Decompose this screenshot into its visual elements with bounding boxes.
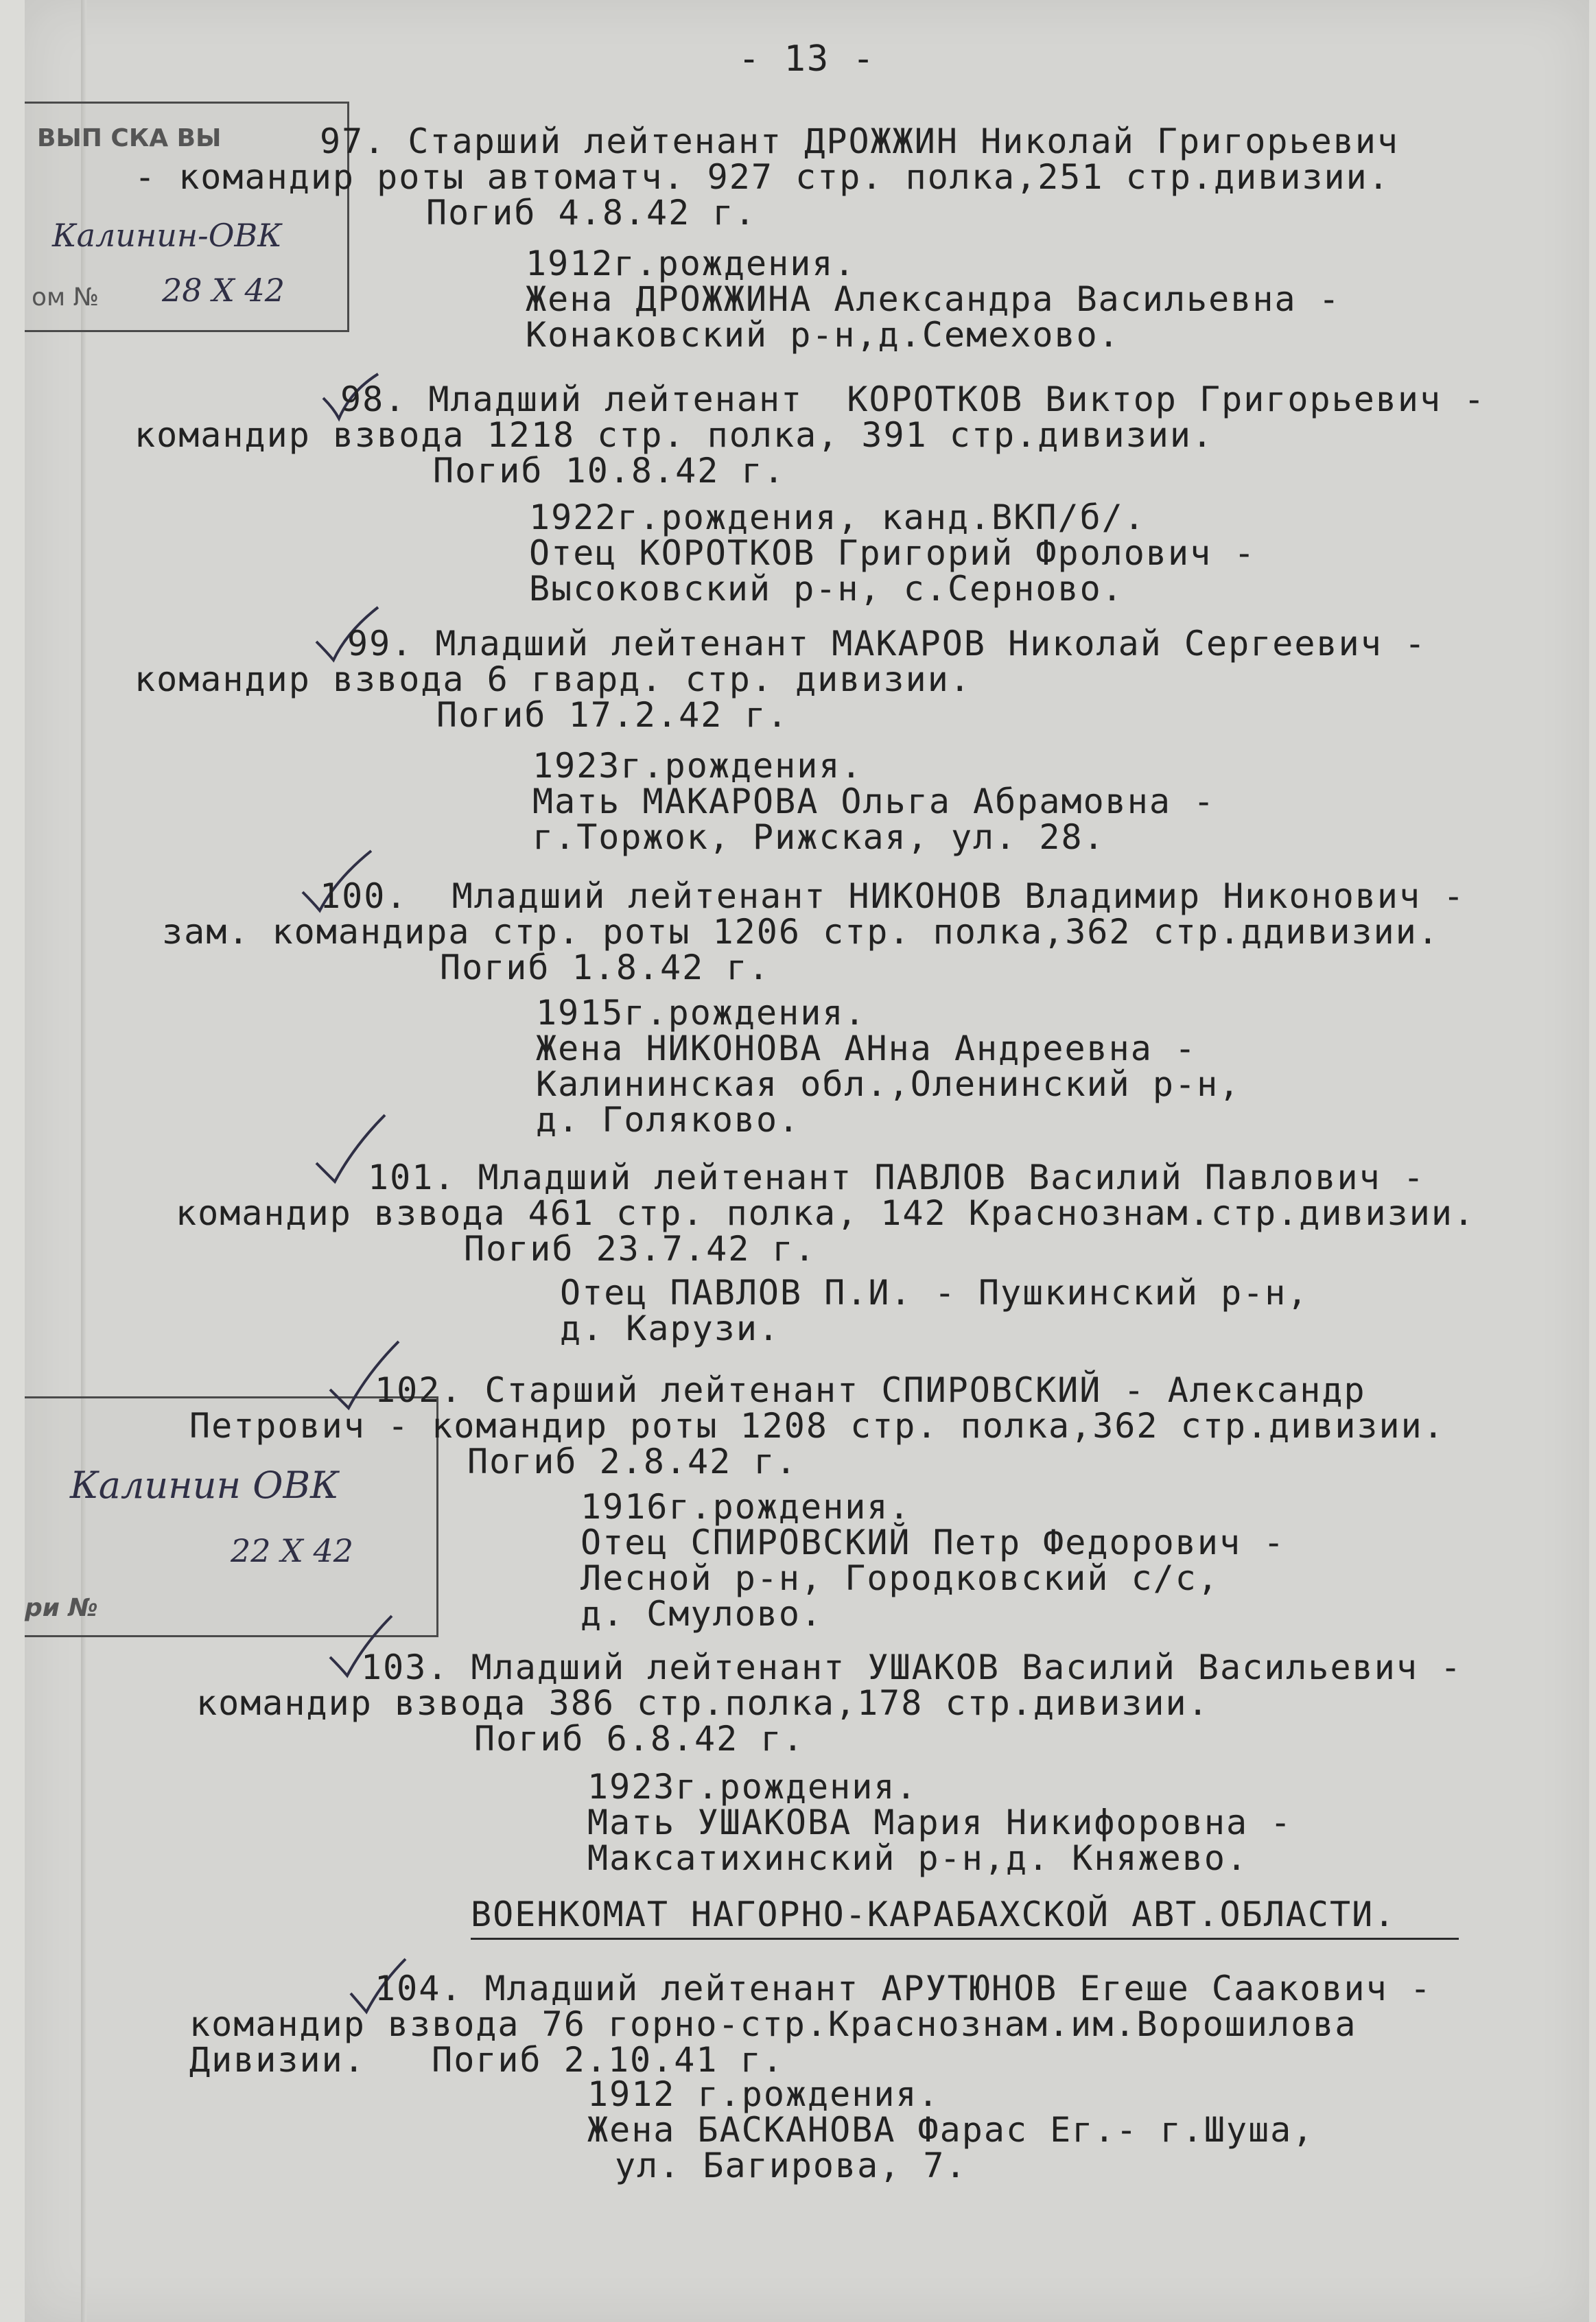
entry-103-line-5: Мать УШАКОВА Мария Никифоровна -: [587, 1803, 1293, 1842]
entry-103-line-3: Погиб 6.8.42 г.: [474, 1719, 805, 1759]
entry-100-line-3: Погиб 1.8.42 г.: [440, 948, 771, 987]
entry-101-line-3: Погиб 23.7.42 г.: [464, 1229, 817, 1269]
entry-104-line-4: 1912 г.рождения.: [587, 2074, 940, 2114]
entry-98-line-2: командир взвода 1218 стр. полка, 391 стр.дивизии.: [134, 415, 1214, 455]
entry-101-line-4: Отец ПАВЛОВ П.И. - Пушкинский р-н,: [560, 1273, 1309, 1313]
entry-103-line-6: Максатихинский р-н,д. Княжево.: [587, 1838, 1249, 1878]
entry-102-line-2: Петрович - командир роты 1208 стр. полка,362 стр.дивизии.: [189, 1406, 1445, 1446]
entry-104-line-1: 104. Младший лейтенант АРУТЮНОВ Егеше Саакович -: [375, 1969, 1432, 2008]
entry-102-line-4: 1916г.рождения.: [580, 1487, 911, 1527]
entry-102-line-3: Погиб 2.8.42 г.: [467, 1442, 798, 1481]
entry-102-line-6: Лесной р-н, Городковский с/с,: [580, 1558, 1219, 1598]
section-heading-underline: [471, 1938, 1459, 1940]
entry-98-line-5: Отец КОРОТКОВ Григорий Фролович -: [529, 533, 1256, 573]
entry-104-line-5: Жена БАСКАНОВА Фарас Ег.- г.Шуша,: [587, 2110, 1315, 2150]
entry-103-line-2: командир взвода 386 стр.полка,178 стр.дивизии.: [196, 1683, 1210, 1723]
entry-102-line-5: Отец СПИРОВСКИЙ Петр Федорович -: [580, 1523, 1286, 1562]
entry-102-line-1: 102. Старший лейтенант СПИРОВСКИЙ - Александр: [375, 1370, 1366, 1410]
entry-97-line-4: 1912г.рождения.: [526, 244, 856, 283]
entry-100-line-6: Калининская обл.,Оленинский р-н,: [536, 1064, 1241, 1104]
entry-99-line-4: 1923г.рождения.: [532, 746, 863, 786]
entry-103-line-4: 1923г.рождения.: [587, 1767, 918, 1807]
entry-98-line-1: 98. Младший лейтенант КОРОТКОВ Виктор Григорьевич -: [340, 379, 1486, 419]
entry-104-line-6: ул. Багирова, 7.: [615, 2146, 967, 2185]
section-heading: ВОЕНКОМАТ НАГОРНО-КАРАБАХСКОЙ АВТ.ОБЛАСТИ.: [471, 1895, 1396, 1934]
entry-100-line-4: 1915г.рождения.: [536, 993, 867, 1033]
stamp-handwritten-date: 28 X 42: [162, 272, 285, 309]
entry-98-line-3: Погиб 10.8.42 г.: [433, 451, 786, 491]
entry-104-line-3: Дивизии. Погиб 2.10.41 г.: [189, 2040, 784, 2080]
page-edge: [81, 0, 86, 2322]
entry-97-line-5: Жена ДРОЖЖИНА Александра Васильевна -: [526, 279, 1341, 319]
entry-101-line-1: 101. Младший лейтенант ПАВЛОВ Василий Павлович -: [368, 1158, 1425, 1197]
entry-101-line-5: д. Карузи.: [560, 1309, 781, 1348]
entry-99-line-3: Погиб 17.2.42 г.: [436, 695, 789, 735]
stamp-handwritten-date: 22 X 42: [231, 1532, 354, 1569]
stamp-heading: ВЫП СКА ВЫ: [37, 124, 222, 152]
stamp-handwritten-place: Калинин-ОВК: [52, 217, 282, 254]
stamp-number-label: ри №: [25, 1594, 98, 1622]
entry-101-line-2: командир взвода 461 стр. полка, 142 Краснознам.стр.дивизии.: [176, 1193, 1476, 1233]
entry-103-line-1: 103. Младший лейтенант УШАКОВ Василий Васильевич -: [361, 1647, 1463, 1687]
entry-98-line-4: 1922г.рождения, канд.ВКП/б/.: [529, 497, 1146, 537]
registry-stamp: [25, 102, 349, 332]
entry-100-line-7: д. Голяково.: [536, 1100, 801, 1140]
entry-99-line-6: г.Торжок, Рижская, ул. 28.: [532, 817, 1105, 857]
document-page: [25, 0, 1589, 2322]
stamp-handwritten-place: Калинин ОВК: [70, 1464, 339, 1507]
entry-99-line-2: командир взвода 6 гвард. стр. дивизии.: [134, 659, 972, 699]
entry-104-line-2: командир взвода 76 горно-стр.Краснознам.им.Ворошилова: [189, 2004, 1357, 2044]
entry-99-line-5: Мать МАКАРОВА Ольга Абрамовна -: [532, 782, 1216, 821]
entry-98-line-6: Высоковский р-н, с.Серново.: [529, 569, 1124, 609]
entry-100-line-2: зам. командира стр. роты 1206 стр. полка,362 стр.ддивизии.: [162, 912, 1440, 952]
entry-100-line-1: 100. Младший лейтенант НИКОНОВ Владимир Никонович -: [320, 876, 1466, 916]
entry-100-line-5: Жена НИКОНОВА АНна Андреевна -: [536, 1029, 1197, 1068]
entry-102-line-7: д. Смулово.: [580, 1594, 823, 1634]
entry-97-line-6: Конаковский р-н,д.Семехово.: [526, 315, 1120, 355]
entry-97-line-2: - командир роты автоматч. 927 стр. полка,251 стр.дивизии.: [134, 157, 1390, 197]
entry-97-line-1: 97. Старший лейтенант ДРОЖЖИН Николай Григорьевич: [320, 121, 1400, 161]
page-number: - 13 -: [738, 38, 876, 80]
entry-97-line-3: Погиб 4.8.42 г.: [426, 193, 757, 233]
stamp-number-label: ом №: [32, 283, 99, 312]
entry-99-line-1: 99. Младший лейтенант МАКАРОВ Николай Сергеевич -: [347, 624, 1427, 664]
